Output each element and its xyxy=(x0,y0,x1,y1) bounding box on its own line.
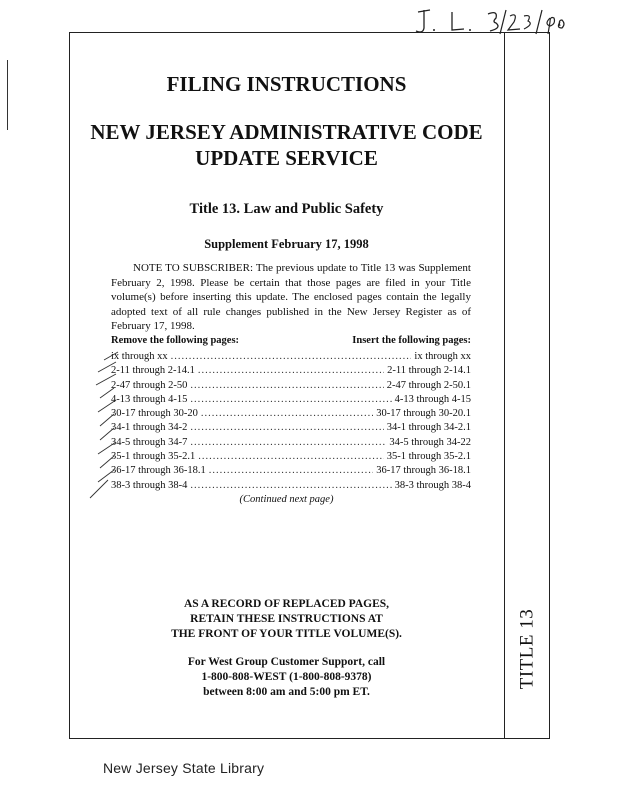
remove-pages: ix through xx xyxy=(111,351,168,362)
leader-dots xyxy=(209,464,373,478)
remove-pages: 34-1 through 34-2 xyxy=(111,422,188,434)
customer-support xyxy=(69,655,504,700)
table-row xyxy=(111,407,471,421)
leader-dots xyxy=(198,450,383,464)
page-table xyxy=(111,350,471,493)
table-row xyxy=(111,379,471,393)
remove-pages: 2-47 through 2-50 xyxy=(111,379,188,391)
table-row xyxy=(111,436,471,450)
remove-pages: 4-13 through 4-15 xyxy=(111,393,188,405)
remove-pages: 36-17 through 36-18.1 xyxy=(111,465,206,477)
table-row xyxy=(111,393,471,407)
insert-pages: 2-11 through 2-14.1 xyxy=(387,365,471,377)
insert-pages: 2-47 through 2-50.1 xyxy=(386,379,471,391)
leader-dots xyxy=(190,393,391,407)
leader-dots xyxy=(171,350,412,364)
record-notice-line1: AS A RECORD OF REPLACED PAGES, xyxy=(183,598,390,610)
page-table-header xyxy=(111,335,471,346)
subscriber-note: NOTE TO SUBSCRIBER: The previous update to Title 13 was Supplement February 2, 1998. Please be certain that those pages are filed in your Title volume(s) before inserting this update. The enclosed pages contain the legally adopted text of all rule changes published in the New Jersey Register as of February 17, 1998. xyxy=(111,262,471,333)
library-stamp: New Jersey State Library xyxy=(103,760,265,776)
title-tab-label: TITLE 13 xyxy=(516,608,538,690)
handwritten-check-marks xyxy=(86,350,136,500)
record-notice xyxy=(69,597,504,642)
remove-column-header: Remove the following pages: xyxy=(111,335,240,346)
title-heading: Title 13. Law and Public Safety xyxy=(189,201,384,217)
insert-pages: 4-13 through 4-15 xyxy=(394,393,471,405)
remove-pages: 30-17 through 30-20 xyxy=(111,408,198,420)
insert-pages: 34-1 through 34-2.1 xyxy=(386,422,471,434)
remove-pages: 2-11 through 2-14.1 xyxy=(111,365,195,377)
code-heading xyxy=(69,119,504,171)
support-hours: between 8:00 am and 5:00 pm ET. xyxy=(203,686,370,698)
leader-dots xyxy=(201,407,373,421)
table-row xyxy=(111,364,471,378)
insert-pages: 30-17 through 30-20.1 xyxy=(376,408,471,420)
insert-pages: ix through xx xyxy=(414,351,471,362)
table-row xyxy=(111,464,471,478)
leader-dots xyxy=(198,364,384,378)
table-row xyxy=(111,421,471,435)
insert-pages: 34-5 through 34-22 xyxy=(389,436,471,448)
filing-instructions-heading: FILING INSTRUCTIONS xyxy=(166,72,407,96)
supplement-date: Supplement February 17, 1998 xyxy=(204,237,369,251)
insert-column-header: Insert the following pages: xyxy=(352,335,471,346)
insert-pages: 38-3 through 38-4 xyxy=(394,479,471,491)
code-heading-line2: UPDATE SERVICE xyxy=(195,146,378,170)
insert-pages: 35-1 through 35-2.1 xyxy=(386,451,471,463)
leader-dots xyxy=(190,379,383,393)
leader-dots xyxy=(190,421,383,435)
record-notice-line2: RETAIN THESE INSTRUCTIONS AT xyxy=(190,613,383,625)
scan-edge-mark xyxy=(7,60,8,130)
continued-note: (Continued next page) xyxy=(239,494,334,505)
leader-dots xyxy=(190,436,386,450)
record-notice-line3: THE FRONT OF YOUR TITLE VOLUME(S). xyxy=(171,628,402,640)
leader-dots xyxy=(190,479,391,493)
table-row xyxy=(111,350,471,364)
table-row xyxy=(111,450,471,464)
title-tab xyxy=(504,604,550,694)
insert-pages: 36-17 through 36-18.1 xyxy=(376,465,471,477)
support-line1: For West Group Customer Support, call xyxy=(187,656,386,668)
table-row xyxy=(111,479,471,493)
support-phone: 1-800-808-WEST (1-800-808-9378) xyxy=(201,671,372,683)
remove-pages: 35-1 through 35-2.1 xyxy=(111,451,196,463)
code-heading-line1: NEW JERSEY ADMINISTRATIVE CODE xyxy=(90,120,483,144)
remove-pages: 38-3 through 38-4 xyxy=(111,479,188,491)
remove-pages: 34-5 through 34-7 xyxy=(111,436,188,448)
